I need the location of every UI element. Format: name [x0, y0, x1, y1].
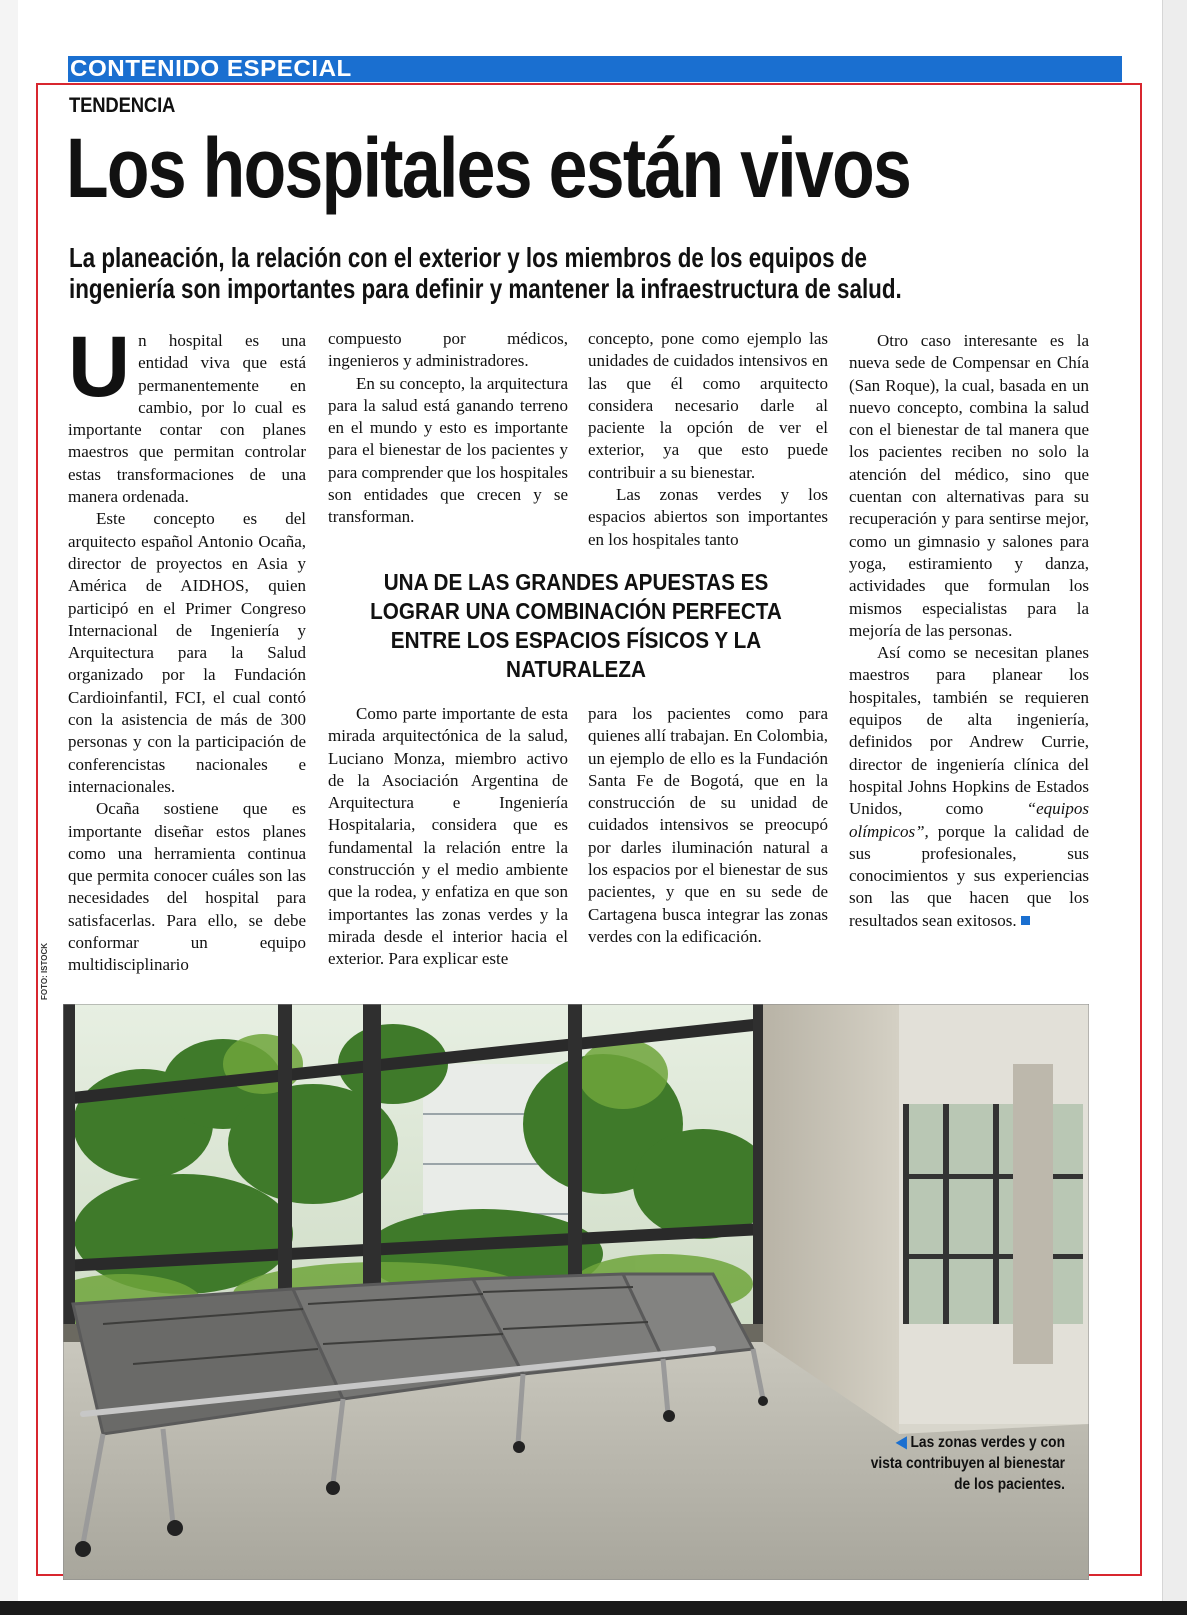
caption-line: Las zonas verdes y con — [910, 1434, 1065, 1451]
headline: Los hospitales están vivos — [66, 121, 911, 215]
paragraph: Otro caso interesante es la nueva sede de Compensar en Chía (San Roque), la cual, basada en un nuevo concepto, combina la salud con el bienestar de tal manera que los pacientes reciben no solo la atención del médico, sino que cuentan con alternativas para su recuperación y para sentirse mejor, como un gimnasio y salones para yoga, estiramiento y danza, actividades que formulan los mismos especialistas para la mejoría de las personas. — [849, 331, 1089, 640]
paragraph: Este concepto es del arquitecto español Antonio Ocaña, director de proyectos en Asia y América de AIDHOS, quien participó en el Primer Congreso Internacional de Ingeniería y Arquitectura para la Salud organizado por la Fundación Cardioinfantil, FCI, el cual contó con la asistencia de más de 300 personas y con la participación de conferencistas nacionales e internacionales. — [68, 509, 306, 796]
pull-quote: UNA DE LAS GRANDES APUESTAS ES LOGRAR UNA COMBINACIÓN PERFECTA ENTRE LOS ESPACIOS FÍSICOS Y LA NATURALEZA — [370, 569, 782, 682]
column-2-bottom — [328, 703, 568, 971]
page-edge-right — [1162, 0, 1187, 1615]
photo-credit: FOTO: ISTOCK — [40, 942, 49, 1000]
paragraph: Las zonas verdes y los espacios abiertos son importantes en los hospitales tanto — [588, 485, 828, 549]
column-3-bottom — [588, 703, 828, 948]
column-2-top — [328, 328, 568, 529]
quoted-phrase: “equipos olímpicos”, — [849, 799, 1089, 841]
paragraph — [68, 319, 306, 508]
paragraph: Como parte importante de esta mirada arquitectónica de la salud, Luciano Monza, miembro activo de la Asociación Argentina de Arquitectura e Ingeniería Hospitalaria, considera que es fundamental la relación entre la construcción y el medio ambiente que la rodea, y enfatiza en que son importantes las zonas verdes y la mirada desde el interior hacia el exterior. Para explicar este — [328, 704, 568, 969]
end-mark-icon — [1021, 916, 1030, 925]
deck — [69, 242, 1069, 304]
caption-line: de los pacientes. — [954, 1476, 1065, 1493]
page-edge-left — [0, 0, 18, 1615]
kicker: TENDENCIA — [69, 94, 176, 117]
column-4 — [849, 330, 1089, 932]
paragraph: concepto, pone como ejemplo las unidades de cuidados intensivos en las que él como arquitecto considera necesario darle al paciente la opción de ver el exterior, ya que esto puede contribuir a su bienestar. — [588, 329, 828, 482]
caption-line: vista contribuyen al bienestar — [870, 1455, 1065, 1472]
paragraph — [849, 642, 1089, 932]
deck-line-1: La planeación, la relación con el exterior y los miembros de los equipos de — [69, 242, 867, 273]
paragraph: compuesto por médicos, ingenieros y administradores. — [328, 329, 568, 371]
photo-caption — [867, 1432, 1065, 1495]
deck-line-2: ingeniería son importantes para definir y mantener la infraestructura de salud. — [69, 273, 902, 304]
column-3-top — [588, 328, 828, 551]
paragraph: para los pacientes como para quienes allí trabajan. En Colombia, un ejemplo de ello es la Fundación Santa Fe de Bogotá, que en la construcción de su unidad de cuidados intensivos se preocupó por darles iluminación natural a los espacios por el bienestar de sus pacientes, y que en su sede de Cartagena busca integrar las zonas verdes con la edificación. — [588, 704, 828, 946]
page-bottom-edge — [0, 1601, 1187, 1615]
column-1 — [68, 319, 306, 977]
caption-arrow-icon: ◀ — [896, 1434, 907, 1451]
paragraph-text: porque la calidad de sus profesionales, sus conocimientos y sus experiencias son las que hacen que los resultados sean exitosos. — [849, 821, 1089, 930]
section-label: CONTENIDO ESPECIAL — [70, 55, 352, 81]
drop-cap: U — [68, 319, 131, 415]
paragraph-text: n hospital es una entidad viva que está permanentemente en cambio, por lo cual es importante contar con planes maestros que permitan controlar estas transformaciones de una manera ordenada. — [68, 331, 306, 507]
paragraph: En su concepto, la arquitectura para la salud está ganando terreno en el mundo y esto es importante para el bienestar de los pacientes y para comprender que los hospitales son entidades que crecen y se transforman. — [328, 373, 568, 527]
paragraph: Ocaña sostiene que es importante diseñar estos planes como una herramienta continua que permita conocer cuáles son las necesidades del hospital para satisfacerlas. Para ello, se debe conformar un equipo multidisciplinario — [68, 799, 306, 975]
paragraph-text: Así como se necesitan planes maestros para planear los hospitales, también se requieren equipos de alta ingeniería, definidos por Andrew Currie, director de ingeniería clínica del hospital Johns Hopkins de Estados Unidos, como — [849, 643, 1089, 819]
